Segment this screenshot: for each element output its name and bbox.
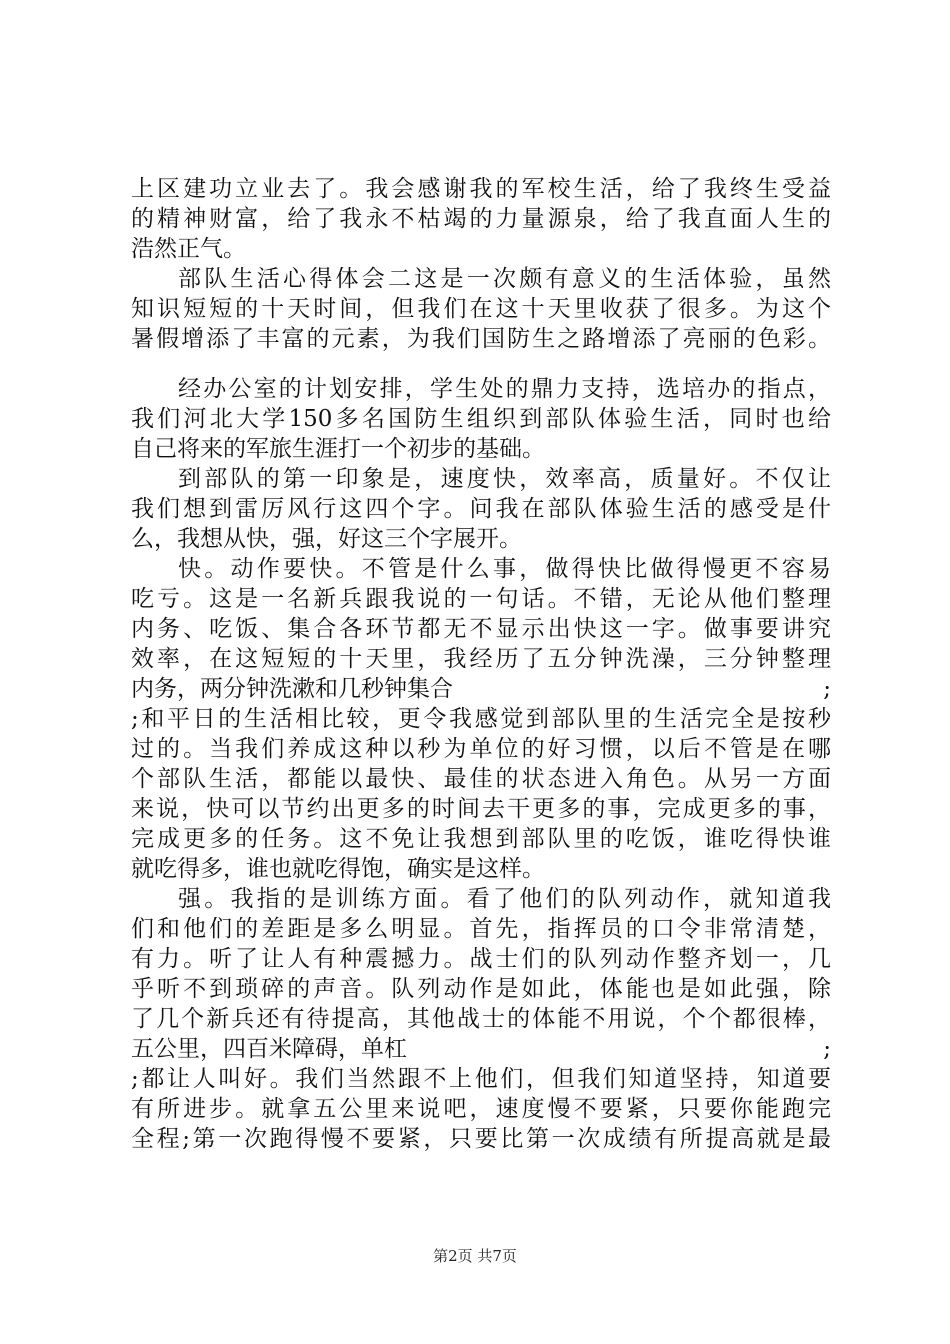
text-line: 自己将来的军旅生涯打一个初步的基础。 xyxy=(131,436,545,462)
text-line: 内务、吃饭、集合各环节都无不显示出快这一字。做事要讲究 xyxy=(131,616,831,642)
text-line: 到部队的第一印象是，速度快，效率高，质量好。不仅让 xyxy=(178,466,831,492)
text-line: ;都让人叫好。我们当然跟不上他们，但我们知道坚持，知道要 xyxy=(131,1066,831,1092)
document-body xyxy=(131,174,831,1154)
paragraph-gap xyxy=(131,354,831,374)
text-line: 知识短短的十天时间，但我们在这十天里收获了很多。为这个 xyxy=(131,296,831,322)
text-line: 全程;第一次跑得慢不要紧，只要比第一次成绩有所提高就是最 xyxy=(131,1126,831,1152)
text-fragment: 内务，两分钟洗漱和几秒钟集合 xyxy=(131,676,453,702)
text-line: 快。动作要快。不管是什么事，做得快比做得慢更不容易 xyxy=(178,556,831,582)
text-line-split xyxy=(131,1034,831,1064)
text-line: 吃亏。这是一名新兵跟我说的一句话。不错，无论从他们整理 xyxy=(131,586,831,612)
text-line: 完成更多的任务。这不免让我想到部队里的吃饭，谁吃得快谁 xyxy=(131,826,831,852)
text-line: ;和平日的生活相比较，更令我感觉到部队里的生活完全是按秒 xyxy=(131,706,831,732)
text-line: 经办公室的计划安排，学生处的鼎力支持，选培办的指点， xyxy=(178,376,831,402)
text-line: 部队生活心得体会二这是一次颇有意义的生活体验，虽然 xyxy=(178,266,831,292)
text-line: 过的。当我们养成这种以秒为单位的好习惯，以后不管是在哪 xyxy=(131,736,831,762)
text-line: 上区建功立业去了。我会感谢我的军校生活，给了我终生受益 xyxy=(131,176,831,202)
text-line: 们和他们的差距是多么明显。首先，指挥员的口令非常清楚， xyxy=(131,916,831,942)
text-line: 暑假增添了丰富的元素，为我们国防生之路增添了亮丽的色彩。 xyxy=(131,326,831,352)
text-line: 效率，在这短短的十天里，我经历了五分钟洗澡，三分钟整理 xyxy=(131,646,831,672)
page-footer: 第2页 共7页 xyxy=(433,1247,517,1265)
text-line: 我们河北大学150多名国防生组织到部队体验生活，同时也给 xyxy=(131,406,831,432)
text-line: 的精神财富，给了我永不枯竭的力量源泉，给了我直面人生的 xyxy=(131,206,831,232)
text-line: 浩然正气。 xyxy=(131,236,246,262)
text-line: 乎听不到琐碎的声音。队列动作是如此，体能也是如此强，除 xyxy=(131,976,831,1002)
text-line: 就吃得多，谁也就吃得饱，确实是这样。 xyxy=(131,856,545,882)
trailing-mark: ; xyxy=(823,1036,831,1062)
text-line: 个部队生活，都能以最快、最佳的状态进入角色。从另一方面 xyxy=(131,766,831,792)
text-line: 么，我想从快，强，好这三个字展开。 xyxy=(131,526,522,552)
text-line: 强。我指的是训练方面。看了他们的队列动作，就知道我 xyxy=(178,886,831,912)
trailing-mark: ; xyxy=(823,676,831,702)
text-line: 我们想到雷厉风行这四个字。问我在部队体验生活的感受是什 xyxy=(131,496,831,522)
text-line: 有力。听了让人有种震撼力。战士们的队列动作整齐划一，几 xyxy=(131,946,831,972)
text-line-split xyxy=(131,674,831,704)
text-line: 有所进步。就拿五公里来说吧，速度慢不要紧，只要你能跑完 xyxy=(131,1096,831,1122)
text-fragment: 五公里，四百米障碍，单杠 xyxy=(131,1036,407,1062)
text-line: 了几个新兵还有待提高，其他战士的体能不用说，个个都很棒， xyxy=(131,1006,831,1032)
text-line: 来说，快可以节约出更多的时间去干更多的事，完成更多的事， xyxy=(131,796,831,822)
